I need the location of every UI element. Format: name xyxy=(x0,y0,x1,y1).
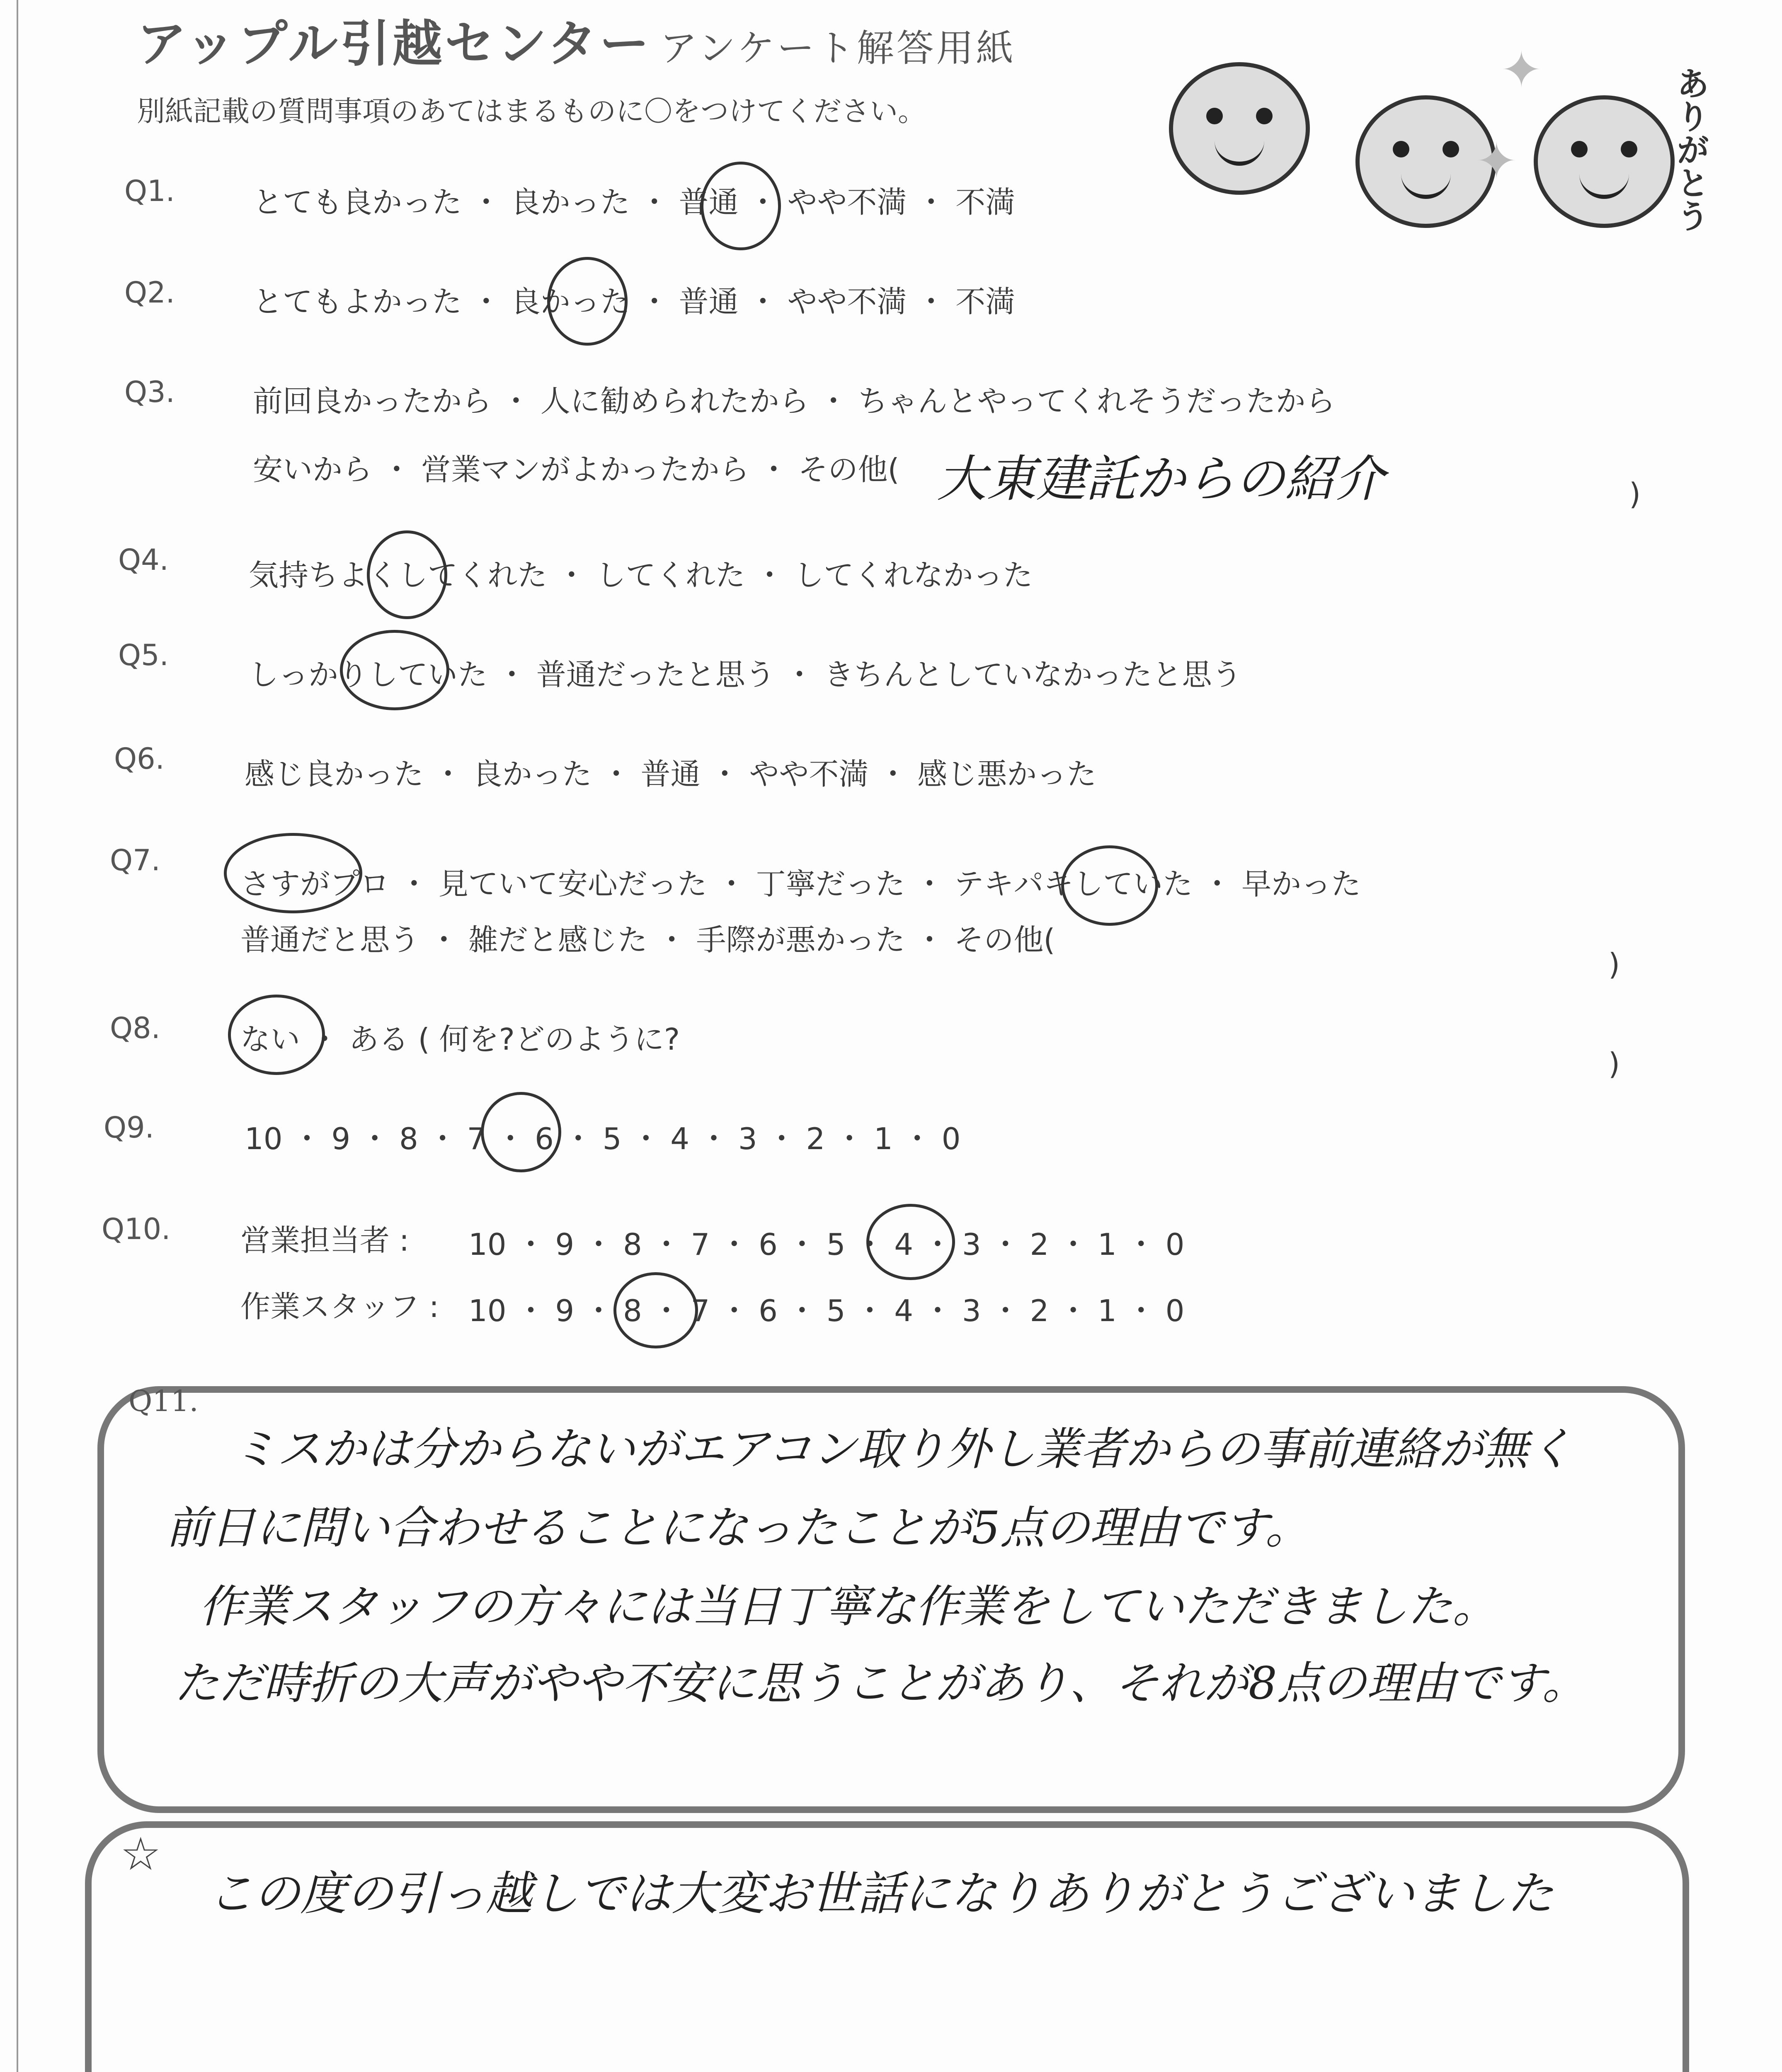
monkey-mascot-icon xyxy=(1169,62,1310,195)
q11-line-4: ただ時折の大声がやや不安に思うことがあり、それが8点の理由です。 xyxy=(174,1658,1587,1709)
q11-line-3: 作業スタッフの方々には当日丁寧な作業をしていただきました。 xyxy=(199,1581,1498,1633)
q5-options: しっかりしていた ・ 普通だったと思う ・ きちんとしていなかったと思う xyxy=(249,657,1242,692)
thanks-text: ありがとう xyxy=(1671,66,1709,232)
monkey-mascot-icon xyxy=(1534,95,1675,228)
q1-options: とても良かった ・ 良かった ・ 普通 ・ やや不満 ・ 不満 xyxy=(253,185,1016,220)
answer-circle xyxy=(340,630,449,710)
answer-circle xyxy=(613,1272,698,1348)
q3-options-line2: 安いから ・ 営業マンがよかったから ・ その他( xyxy=(253,452,899,487)
q4-label: Q4. xyxy=(118,543,169,577)
answer-circle xyxy=(866,1204,955,1280)
q2-label: Q2. xyxy=(124,276,175,310)
answer-circle xyxy=(481,1092,561,1172)
q10-label: Q10. xyxy=(102,1212,171,1246)
q7-label: Q7. xyxy=(110,843,160,877)
q11-label: Q11. xyxy=(128,1384,199,1418)
q7-options-line2: 普通だと思う ・ 雑だと感じた ・ 手際が悪かった ・ その他( xyxy=(240,922,1055,957)
q4-options: 気持ちよくしてくれた ・ してくれた ・ してくれなかった xyxy=(249,558,1033,593)
q6-label: Q6. xyxy=(114,742,165,776)
answer-circle xyxy=(228,995,325,1075)
q8-close-paren: ) xyxy=(1608,1046,1620,1081)
sparkle-icon: ✦ xyxy=(1501,41,1542,99)
form-subtitle: アンケート解答用紙 xyxy=(660,27,1016,70)
answer-circle xyxy=(367,530,447,619)
q1-label: Q1. xyxy=(124,174,175,208)
q9-scale: 10 ・ 9 ・ 8 ・ 7 ・ 6 ・ 5 ・ 4 ・ 3 ・ 2 ・ 1 ・ 0 xyxy=(245,1121,961,1156)
q10-staff-scale: 10 ・ 9 ・ 8 ・ 7 ・ 6 ・ 5 ・ 4 ・ 3 ・ 2 ・ 1 ・ 0 xyxy=(468,1293,1185,1328)
q3-label: Q3. xyxy=(124,375,175,409)
sparkle-icon: ✦ xyxy=(1476,133,1518,190)
page-edge xyxy=(17,0,18,2072)
answer-circle xyxy=(701,162,781,250)
q9-label: Q9. xyxy=(104,1111,154,1145)
q5-label: Q5. xyxy=(118,638,169,672)
q3-other-answer: 大東建託からの紹介 xyxy=(937,450,1384,508)
q7-close-paren: ) xyxy=(1608,947,1620,982)
instructions: 別紙記載の質問事項のあてはまるものに〇をつけてください。 xyxy=(137,95,926,128)
free-comment-text: この度の引っ越しでは大変お世話になりありがとうございました xyxy=(207,1867,1554,1921)
q7-options-line1: さすがプロ ・ 見ていて安心だった ・ 丁寧だった ・ テキパキしていた ・ 早かった xyxy=(240,867,1361,901)
q10-staff-label: 作業スタッフ : xyxy=(240,1289,439,1324)
q11-line-2: 前日に問い合わせることになったことが5点の理由です。 xyxy=(166,1502,1310,1554)
star-icon: ☆ xyxy=(120,1828,161,1881)
q3-close-paren: ) xyxy=(1629,477,1641,511)
q6-options: 感じ良かった ・ 良かった ・ 普通 ・ やや不満 ・ 感じ悪かった xyxy=(245,757,1097,792)
q8-label: Q8. xyxy=(110,1011,160,1045)
q2-options: とてもよかった ・ 良かった ・ 普通 ・ やや不満 ・ 不満 xyxy=(253,284,1016,319)
q3-options-line1: 前回良かったから ・ 人に勧められたから ・ ちゃんとやってくれそうだったから xyxy=(253,384,1336,419)
answer-circle xyxy=(224,833,362,913)
brand-title xyxy=(137,4,1016,75)
brand-name: アップル引越センター xyxy=(137,15,652,73)
monkey-mascot-icon xyxy=(1355,95,1496,228)
answer-circle xyxy=(1061,845,1158,926)
q8-options: ない ・ ある ( 何を?どのように? xyxy=(240,1022,680,1057)
answer-circle xyxy=(547,257,628,346)
q10-sales-scale: 10 ・ 9 ・ 8 ・ 7 ・ 6 ・ 5 ・ 4 ・ 3 ・ 2 ・ 1 ・ 0 xyxy=(468,1227,1185,1262)
q11-line-1: ミスかは分からないがエアコン取り外し業者からの事前連絡が無く xyxy=(232,1423,1573,1475)
q10-sales-label: 営業担当者 : xyxy=(240,1223,410,1258)
